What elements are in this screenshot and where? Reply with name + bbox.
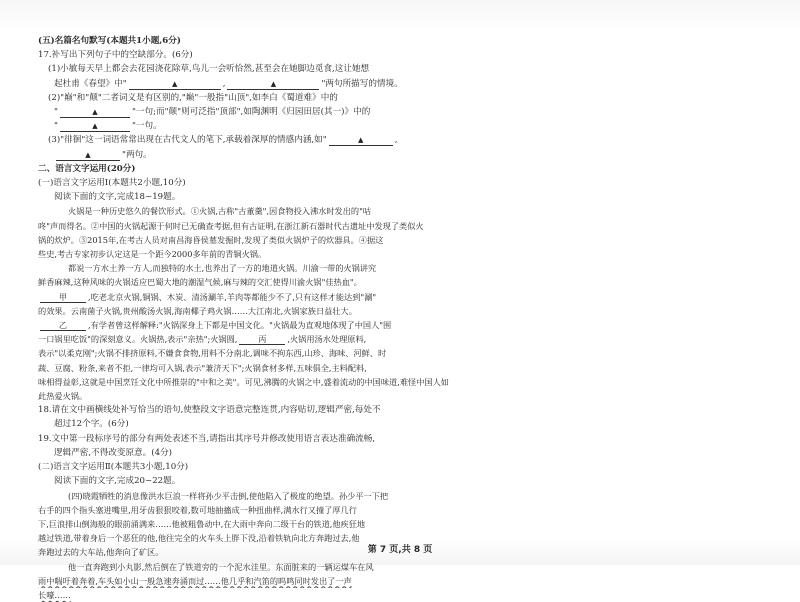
page-footer: 第 7 页,共 8 页	[367, 545, 433, 555]
passage-3-line-5: 奔跑过去的大车站,他奔向了矿区。	[38, 547, 164, 558]
section-5-header: (五)名篇名句默写(本题共1小题,6分)	[38, 36, 181, 46]
passage-2-line-6-text-a: 一口锅里吃饭"的深刻意义。火锅热,表示"亲热";火锅圆,	[38, 334, 238, 345]
q17-1-text-after: "两句所描写的情境。	[321, 78, 403, 89]
passage-2-line-5-text: ,有学者曾这样解释:"火锅深身上下都是中国文化。"火锅最为直观地体现了中国人"围	[88, 320, 392, 331]
q17-3-text: (3)"徘徊"这一词语常常出现在古代文人的笔下,承载着深厚的情感内涵,如"	[48, 135, 327, 146]
question-17-1-line-1: (1)小敏每天早上都会去花园浇花除草,鸟儿一会听恰然,甚至会在她脚边觅食,这让她想	[48, 64, 370, 75]
question-17-2-line-1: (2)"巅"和"颠"二者词义是有区别的,"巅"一般指"山顶",如李白《蜀道难》中的	[48, 92, 338, 103]
answer-blank-2[interactable]	[227, 79, 319, 90]
blank-mark: ▲	[85, 150, 91, 159]
reading-instruction-2: 阅读下面的文字,完成20~22题。	[54, 476, 181, 487]
blank-yi-label: 乙	[58, 320, 68, 331]
blank-bing-label: 丙	[258, 334, 267, 345]
question-19-line-1: 19.文中第一段标序号的部分有两处表述不当,请指出其序号并修改使用语言表达准确流畅,	[38, 433, 376, 444]
question-17-3-line-1: (3)"徘徊"这一词语常常出现在古代文人的笔下,承载着深厚的情感内涵,如" ▲ ,	[48, 135, 398, 146]
passage-2-line-7: 表示"以柔克刚";火锅不排挤原料,不嫌食食物,用料不分南北,调味不拘东西,山珍、海味、河鲜、时	[38, 348, 387, 359]
question-17-2-line-3	[38, 119, 760, 133]
passage-2-line-3-text: ,吃老北京火锅,铜锅、木炭、清汤涮羊,羊肉等都能少不了,只有这样才能达到"涮"	[88, 291, 377, 302]
q17-2-text-middle: "一句;而"颠"则可泛指"顶部",如陶渊明《归园田居(其一)》中的	[131, 107, 371, 118]
q17-1-comma: ,	[222, 78, 226, 89]
blank-bing[interactable]	[239, 334, 285, 345]
q17-1-text-before: 起杜甫《春望》中"	[54, 78, 127, 89]
passage-2-line-4: 的效果。云南菌子火锅,贵州酸汤火锅,海南椰子鸡火锅……大江南北,火锅家族日益壮大。	[38, 305, 357, 316]
passage-1-line-1: 火锅是一种历史悠久的餐饮形式。①火锅,古称"古董羹",因食物投入沸水时发出的"咕	[68, 206, 372, 217]
q17-2-quote-open: "	[54, 107, 58, 118]
passage-3-line-4: 越过铁道,带着身后一个恶狂的他,他往完全的火车头上胖下没,沿着铁轨向北方奔跑过去,他	[38, 533, 360, 544]
blank-mark: ▲	[358, 136, 364, 145]
question-18-line-1: 18.请在文中画横线处补写恰当的语句,使整段文字语意完整连贯,内容贴切,逻辑严密,每处不	[38, 405, 381, 416]
passage-4-line-3: 长嚎……	[38, 589, 71, 600]
passage-3-line-2: 右手的四个指头塞进嘴里,用牙齿狠狠咬着,数可地抽搐成一种扭曲样,满水行又撞了厚几行	[38, 504, 357, 515]
passage-2-line-5	[38, 318, 760, 332]
passage-3-line-1: (四)晓霞牺牲的消息像洪水巨浪一样将孙少平击倒,使他陷入了极度的绝望。孙少平一下把	[68, 490, 389, 501]
question-17-3-line-2	[38, 148, 760, 162]
question-17-2-line-2	[38, 105, 760, 119]
question-17-title: 17.补写出下列句子中的空缺部分。(6分)	[38, 50, 193, 61]
passage-2-line-6-text-b: ,火锅用汤水处理原料,	[287, 334, 367, 345]
answer-blank-4[interactable]	[60, 121, 130, 132]
passage-3-line-3: 下,巨浪排山倒海般的眼前涌满来……他被粗鲁动中,在大雨中奔向二级干台的铁道,他疾狂地	[38, 518, 366, 529]
answer-blank-1[interactable]	[129, 79, 221, 90]
blank-yi[interactable]	[40, 320, 86, 331]
section-2-header: 二、语言文字运用(20分)	[38, 163, 136, 174]
passage-2-line-3	[38, 290, 760, 304]
question-18-line-2: 超过12个字。(6分)	[54, 419, 129, 430]
blank-jia-label: 甲	[58, 291, 68, 302]
passage-1-line-2: 咚"声而得名。②中国的火锅起源于何时已无确查考据,但有古证明,在浙江新石器时代古遗址中发现了类似火	[38, 220, 424, 231]
passage-1-line-3: 锅的炊炉。③2015年,在考古人员对南昌海昏侯墓发掘时,发现了类似火锅炉子的炊器具。④据这	[38, 234, 384, 245]
passage-2-line-10: 此热爱火锅。	[38, 391, 88, 402]
section-2b-header: (二)语言文字运用Ⅱ(本题共3小题,10分)	[38, 462, 189, 473]
passage-2-line-8: 蔬、豆腐、粉条,来者不拒,一律均可入锅,表示"兼济天下";火锅食材多样,五味俱全,主料配料,	[38, 362, 367, 373]
passage-4-line-1: 他一直奔跑到小丸影,然后倒在了铁道旁的一个泥水洼里。东面脏来的一辆运煤车在风	[68, 561, 374, 572]
answer-blank-3[interactable]	[60, 107, 130, 118]
page-content	[38, 34, 760, 602]
section-2a-header: (一)语言文字运用Ⅰ(本题共2小题,10分)	[38, 178, 186, 189]
passage-4-line-2: 雨中喘吁着奔着,车头如小山一般急速奔涌而过……他几乎和汽笛的呜鸣同时发出了一声	[38, 575, 352, 586]
passage-2-line-9: 味相得益彰,这就是中国烹饪文化中所推崇的"中和之美"。可见,沸腾的火锅之中,盛着流动的中国味道,难怪中国人如	[38, 376, 449, 387]
blank-mark: ▲	[92, 108, 98, 117]
question-19-line-2: 逻辑严密,不得改变原意。(4分)	[54, 447, 173, 458]
blank-mark: ▲	[92, 122, 98, 131]
question-17-1-line-2	[38, 77, 760, 91]
blank-jia[interactable]	[40, 292, 86, 303]
answer-blank-6[interactable]	[56, 150, 120, 161]
q17-2-text-after: "一句。	[131, 121, 162, 132]
blank-mark: ▲	[172, 79, 178, 88]
q17-3-text-after: "两句。	[122, 149, 152, 160]
passage-2-line-6	[38, 332, 760, 346]
reading-instruction-1: 阅读下面的文字,完成18~19题。	[54, 192, 181, 203]
passage-2-line-2: 鲜香麻辣,这种风味的火锅适应巴蜀大地的潮湿气候,麻与辣的交汇使得川渝火锅"佳热血"。	[38, 277, 362, 288]
passage-2-line-1: 都说一方水土养一方人,而独特的水土,也养出了一方的地道火锅。川渝一带的火锅讲究	[68, 263, 377, 274]
blank-mark: ▲	[270, 79, 277, 88]
passage-1-line-4: 些史,考古专家初步认定这是一个距今2000多年前的青铜火锅。	[38, 249, 267, 260]
answer-blank-5[interactable]	[329, 135, 393, 146]
q17-2-quote-open-2: "	[54, 121, 58, 132]
